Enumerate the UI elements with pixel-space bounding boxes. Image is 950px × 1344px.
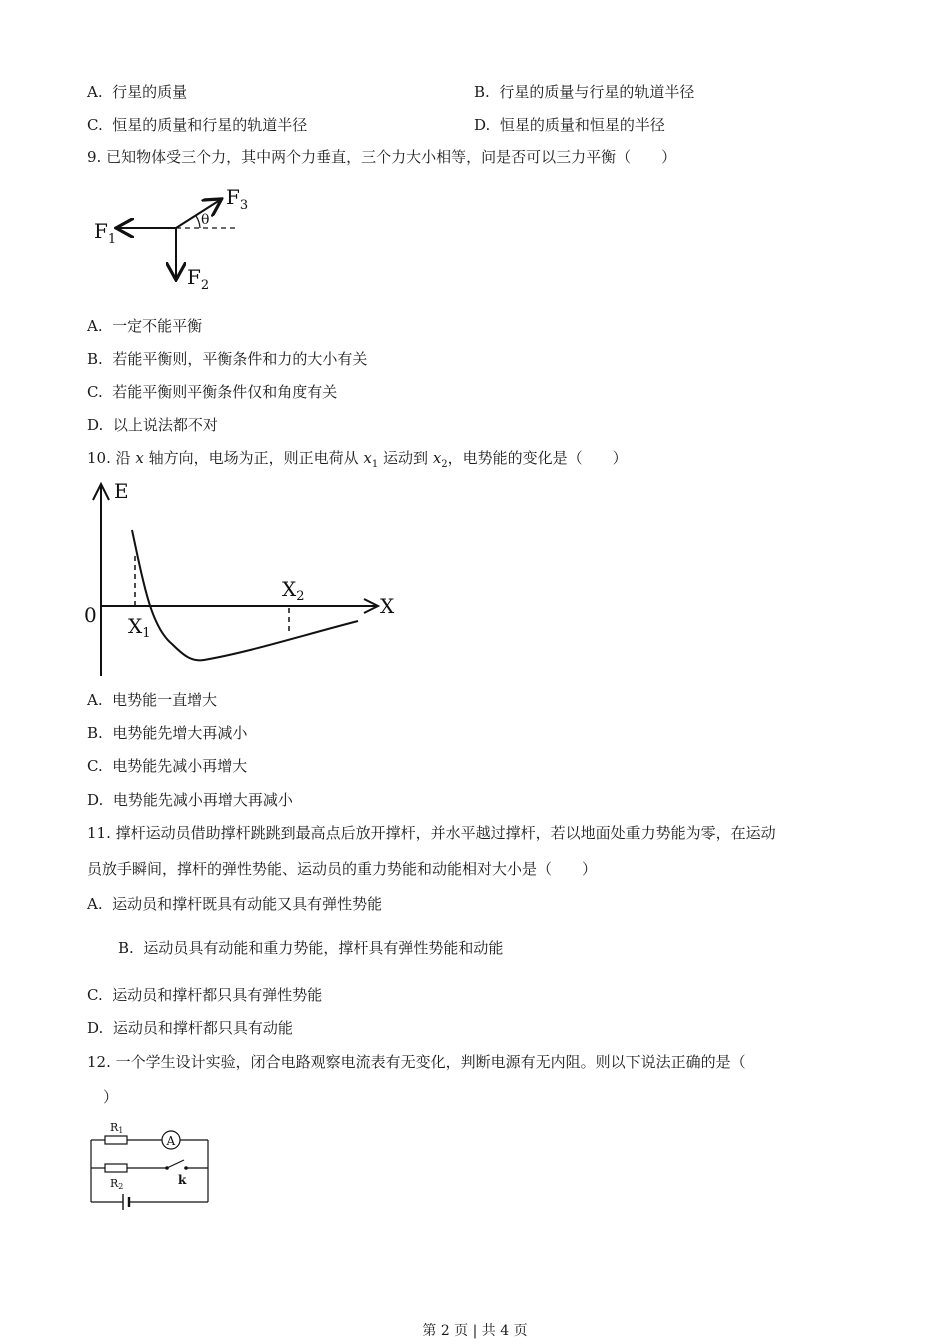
x1-label: $X_1$ [128,614,151,641]
q9-option-a [87,316,202,336]
stem-var-x2: x [432,449,442,467]
f2-label: $F_2$ [187,265,210,293]
option-letter: D. [87,416,104,434]
option-text: 恒星的质量和恒星的半径 [499,116,665,134]
f1-label: $F_1$ [94,219,117,247]
option-text: 运动员和撑杆都只具有动能 [112,1019,293,1037]
q11-option-a [87,894,382,914]
q12-stem-line1: 12. 一个学生设计实验，闭合电路观察电流表有无变化，判断电源有无内阻。则以下说法正确的是（ [87,1053,746,1071]
r1-label: R1 [110,1121,124,1135]
q9-option-c [87,382,337,402]
option-letter: A. [87,317,103,335]
option-letter: C. [87,383,103,401]
resistor-r2 [105,1164,127,1172]
q9-option-b [87,349,367,369]
option-text: 运动员具有动能和重力势能，撑杆具有弹性势能和动能 [143,939,504,957]
switch-blade [167,1160,184,1168]
origin-label: 0 [84,603,97,627]
option-text: 电势能先减小再增大再减小 [112,791,293,809]
stem-sub: 1 [371,459,379,470]
option-letter: B. [87,350,103,368]
stem-var-x1: x [363,449,372,467]
stem-var-x: x [135,449,144,467]
f3-label: $F_3$ [226,185,249,213]
stem-sub: 2 [441,459,448,470]
q10-option-d [87,790,293,810]
q9-stem: 9. 已知物体受三个力，其中两个力垂直，三个力大小相等，问是否可以三力平衡（ ） [87,148,677,166]
y-axis-label: E [114,479,129,503]
angle-label: θ [201,212,210,228]
option-text: 若能平衡则，平衡条件和力的大小有关 [112,350,368,368]
q12-stem-line2: ） [103,1088,119,1106]
option-letter: D. [87,791,104,809]
option-letter: C. [87,116,103,134]
e-curve [132,530,358,660]
option-letter: B. [474,83,490,101]
q10-option-b [87,723,247,743]
page-footer: 第 2 页 | 共 4 页 [422,1323,528,1339]
angle-arc [196,216,200,228]
q11-option-c [87,985,322,1005]
q8-option-a [87,82,187,102]
option-text: 运动员和撑杆既具有动能又具有弹性势能 [112,895,383,913]
q8-option-d [474,115,665,135]
q10-e-x-graph [80,476,410,686]
option-text: 电势能先增大再减小 [112,724,248,742]
q8-option-c [87,115,307,135]
q8-option-b [474,82,694,102]
option-letter: A. [87,691,103,709]
x2-label: $X_2$ [282,577,305,604]
f3-arrow [176,200,220,228]
option-letter: A. [87,895,103,913]
q10-stem [87,448,628,475]
option-text: 若能平衡则平衡条件仅和角度有关 [112,383,338,401]
option-letter: B. [118,939,134,957]
option-letter: D. [87,1019,104,1037]
option-letter: C. [87,986,103,1004]
option-text: 行星的质量与行星的轨道半径 [499,83,695,101]
option-letter: A. [87,83,103,101]
option-text: 一定不能平衡 [112,317,203,335]
resistor-r1 [105,1136,127,1144]
option-text: 以上说法都不对 [112,416,218,434]
q10-option-a [87,690,217,710]
q10-option-c [87,756,247,776]
option-letter: D. [474,116,491,134]
stem-text: 运动到 [378,449,433,467]
ammeter-label: A [166,1134,176,1148]
option-text: 恒星的质量和行星的轨道半径 [112,116,308,134]
x-axis-label: X [380,594,395,618]
r2-label: R2 [110,1177,124,1191]
option-text: 行星的质量 [112,83,188,101]
q11-stem-line1: 11. 撑杆运动员借助撑杆跳跳到最高点后放开撑杆，并水平越过撑杆，若以地面处重力势能为零，在运动 [87,824,776,842]
q12-circuit-diagram [86,1118,216,1218]
q11-option-b [118,938,503,958]
option-text: 电势能一直增大 [112,691,218,709]
q9-option-d [87,415,218,435]
stem-text: 10. 沿 [87,449,136,467]
option-text: 电势能先减小再增大 [112,757,248,775]
q9-force-diagram [88,180,258,300]
q11-option-d [87,1018,293,1038]
switch-label: k [178,1173,187,1187]
option-letter: B. [87,724,103,742]
q11-stem-line2: 员放手瞬间，撑杆的弹性势能、运动员的重力势能和动能相对大小是（ ） [87,860,598,878]
stem-text: 轴方向，电场为正，则正电荷从 [143,449,364,467]
stem-text: ，电势能的变化是（ ） [447,449,628,467]
option-letter: C. [87,757,103,775]
option-text: 运动员和撑杆都只具有弹性势能 [112,986,323,1004]
